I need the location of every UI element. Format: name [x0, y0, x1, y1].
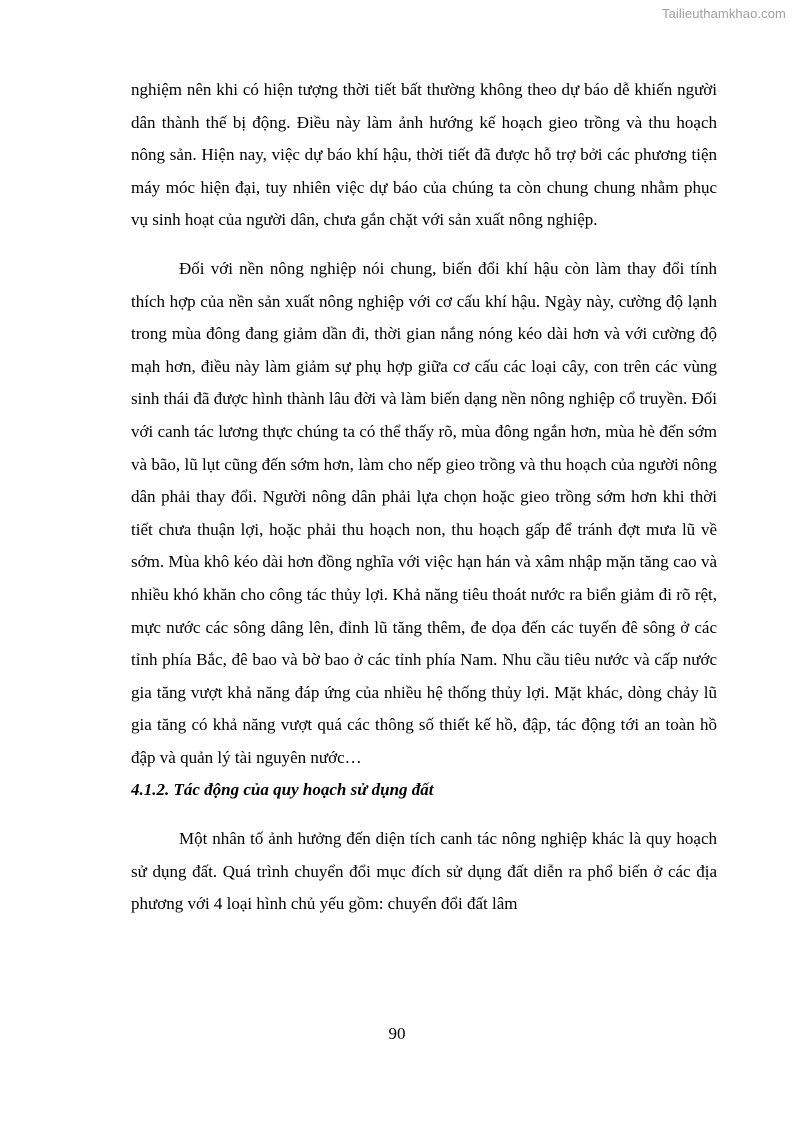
- page-number: 90: [388, 1024, 406, 1043]
- paragraph-land-use: Một nhân tố ảnh hưởng đến diện tích canh tác nông nghiệp khác là quy hoạch sử dụng đất. Quá trình chuyển đổi mục đích sử dụng đất diễn ra phổ biến ở các địa phương với 4 loại hình chủ yếu gồm: chuyển đổi đất lâm: [131, 829, 717, 914]
- section-heading: 4.1.2. Tác động của quy hoạch sử dụng đất: [131, 780, 434, 800]
- paragraph-continuation: nghiệm nên khi có hiện tượng thời tiết bất thường không theo dự báo dễ khiến người dân thành thế bị động. Điều này làm ảnh hướng kế hoạch gieo trồng và thu hoạch nông sản. Hiện nay, việc dự báo khí hậu, thời tiết đã được hỗ trợ bởi các phương tiện máy móc hiện đại, tuy nhiên việc dự báo của chúng ta còn chung chung nhằm phục vụ sinh hoạt của người dân, chưa gắn chặt với sản xuất nông nghiệp.: [131, 80, 717, 230]
- page-body: [131, 74, 717, 921]
- watermark: Tailieuthamkhao.com: [661, 6, 786, 21]
- paragraph-climate-impact: Đối với nền nông nghiệp nói chung, biến đổi khí hậu còn làm thay đổi tính thích hợp của nền sản xuất nông nghiệp với cơ cấu khí hậu. Ngày này, cường độ lạnh trong mùa đông đang giảm dần đi, thời gian nắng nóng kéo dài hơn và với cường độ mạh hơn, điều này làm giảm sự phụ hợp giữa cơ cấu các loại cây, con trên các vùng sinh thái đã được hình thành lâu đời và làm biến dạng nền nông nghiệp cổ truyền. Đối với canh tác lương thực chúng ta có thể thấy rõ, mùa đông ngắn hơn, mùa hè đến sớm và bão, lũ lụt cũng đến sớm hơn, làm cho nếp gieo trồng và thu hoạch của người nông dân phải thay đổi. Người nông dân phải lựa chọn hoặc gieo trồng sớm hơn khi thời tiết chưa thuận lợi, hoặc phải thu hoạch non, thu hoạch gấp để tránh đợt mưa lũ về sớm. Mùa khô kéo dài hơn đồng nghĩa với việc hạn hán và xâm nhập mặn tăng cao và nhiều khó khăn cho công tác thủy lợi. Khả năng tiêu thoát nước ra biển giảm đi rõ rệt, mực nước các sông dâng lên, đỉnh lũ tăng thêm, đe dọa đến các tuyến đê sông ở các tỉnh phía Bắc, đê bao và bờ bao ở các tỉnh phía Nam. Nhu cầu tiêu nước và cấp nước gia tăng vượt khả năng đáp ứng của nhiều hệ thống thủy lợi. Mặt khác, dòng chảy lũ gia tăng có khả năng vượt quá các thông số thiết kế hồ, đập, tác động tới an toàn hồ đập và quản lý tài nguyên nước…: [131, 258, 717, 767]
